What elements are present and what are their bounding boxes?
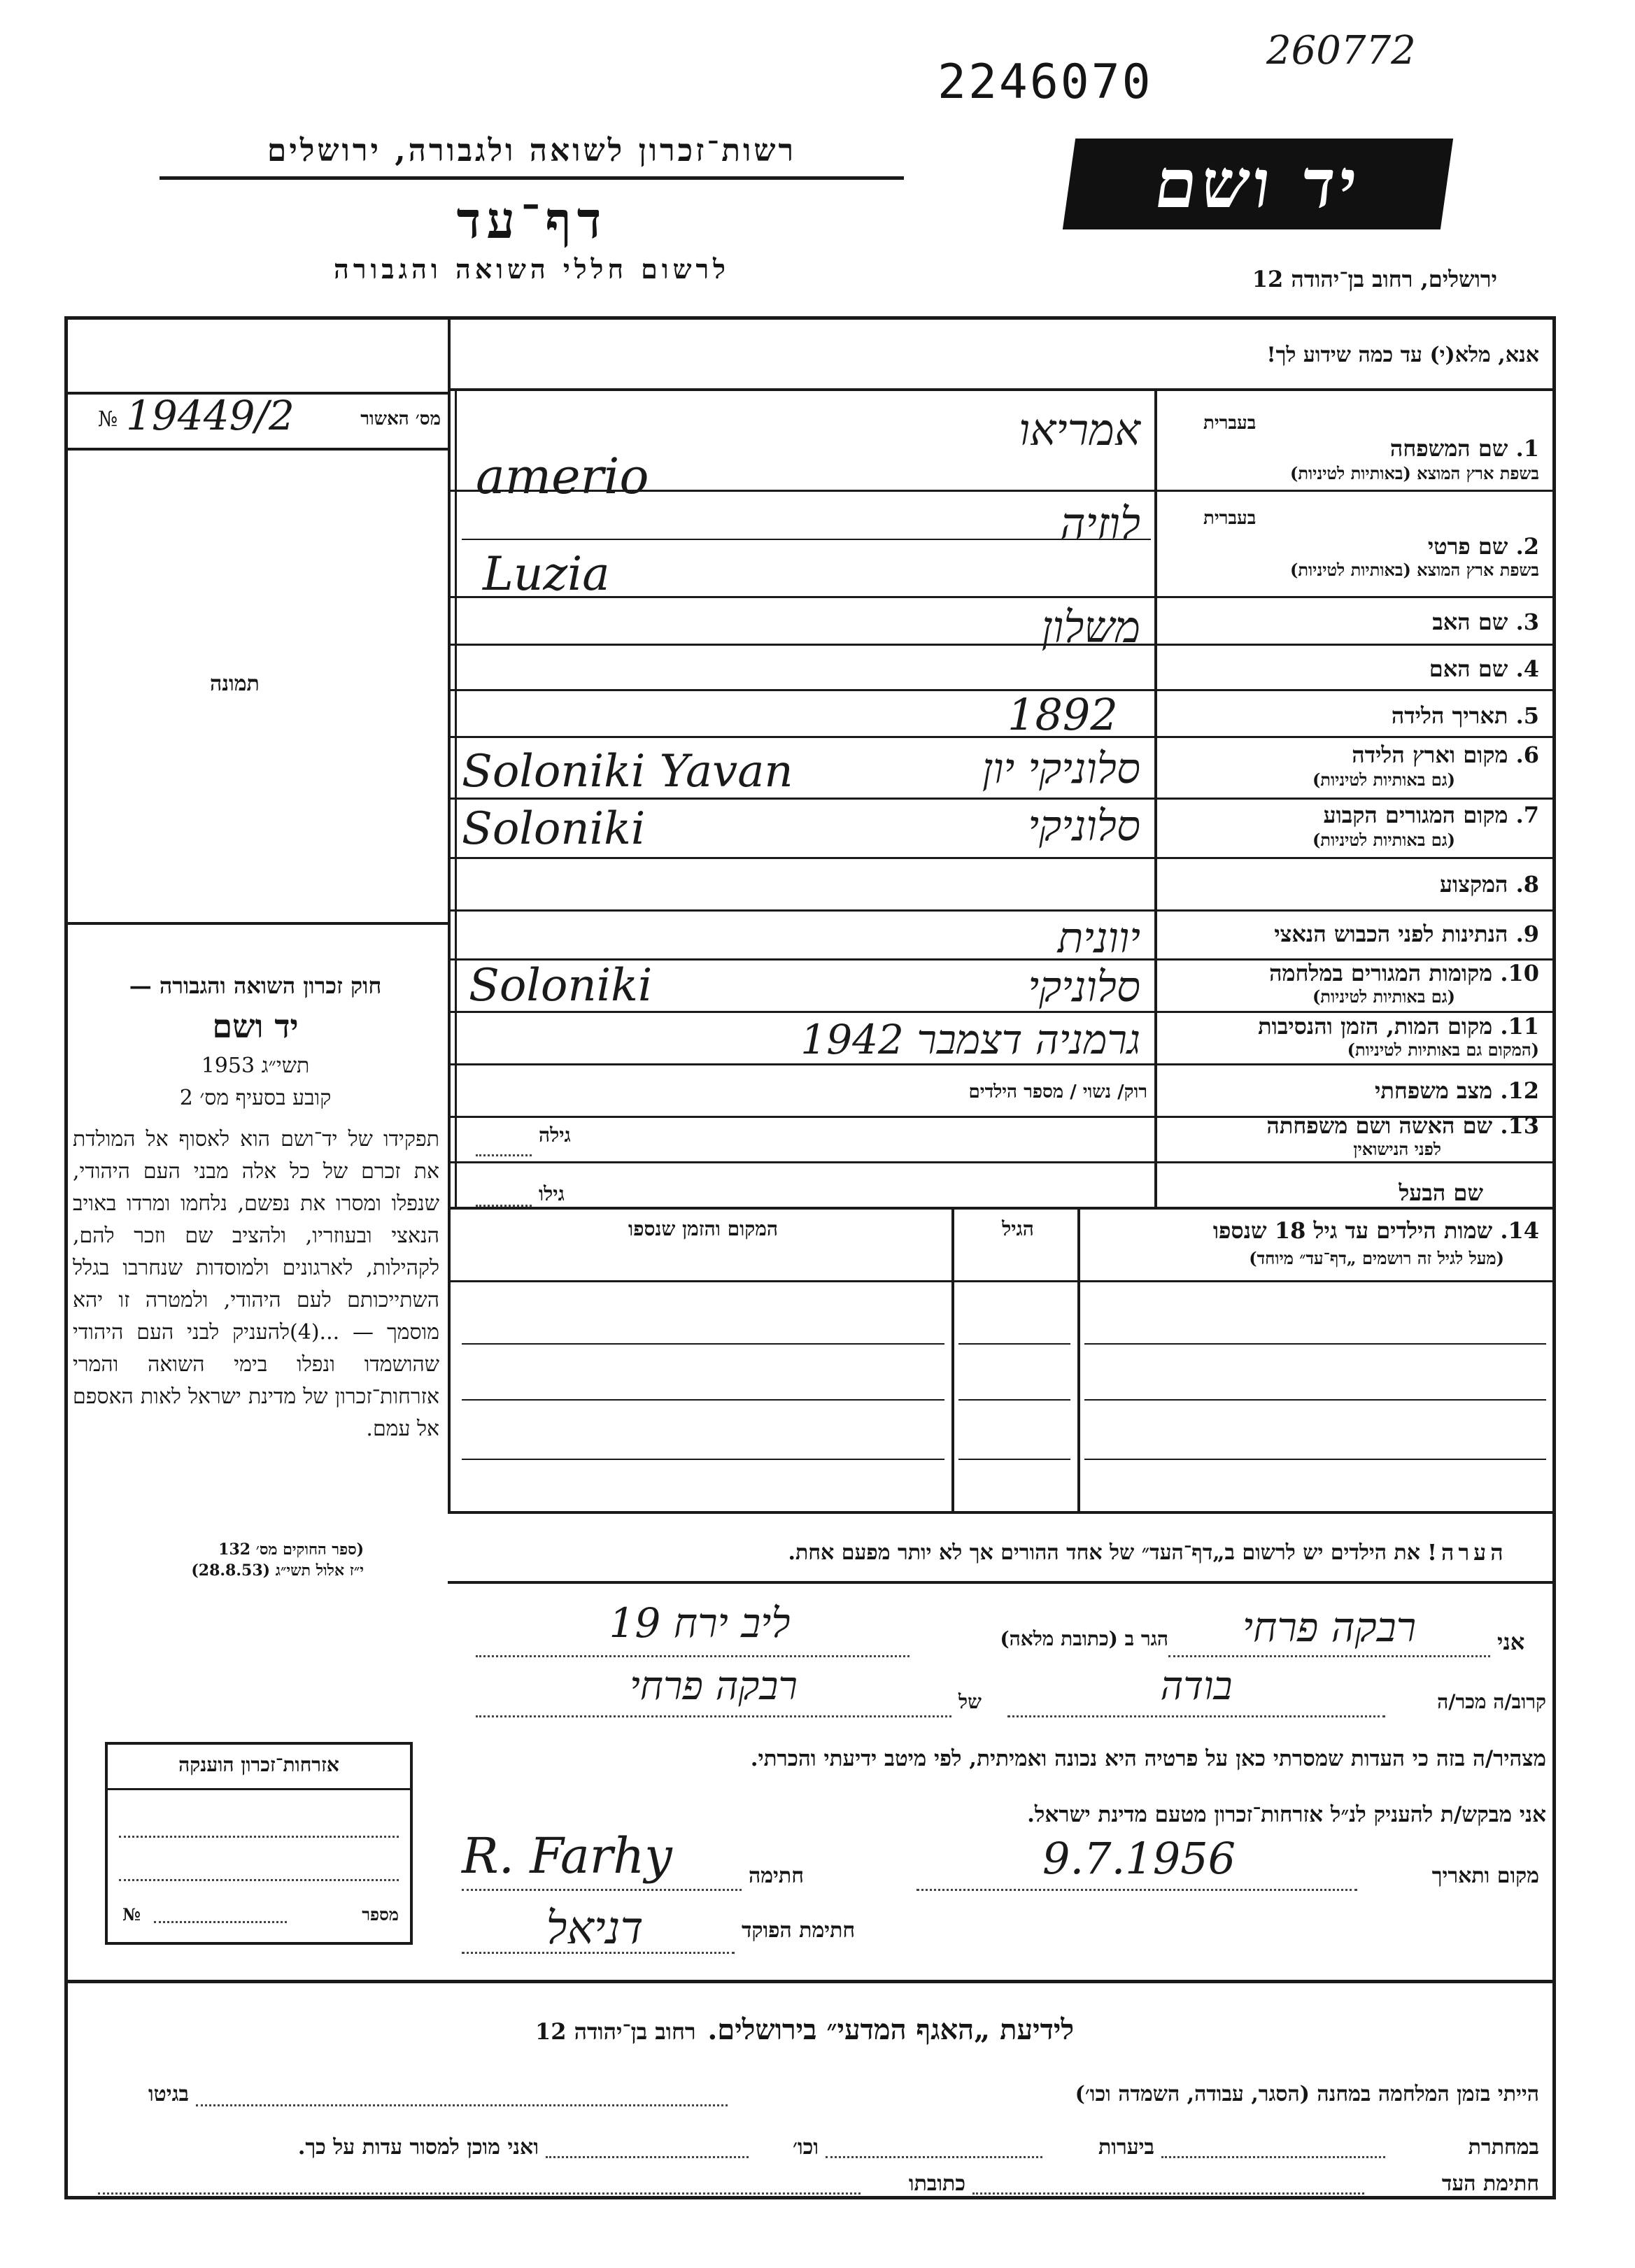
wartime-residence-latin: Soloniki [469,960,653,1012]
law-name: יד ושם [212,1007,299,1045]
authority-name: רשות־זכרון לשואה ולגבורה, ירושלים [267,133,797,169]
children-note: (מעל לגיל זה רושמים „דף־עד״ מיוחד) [1249,1248,1504,1268]
law-reference-2: י״ז אלול תשי״ג (28.8.53) [191,1561,364,1580]
field-7-label: 7. מקום המגורים הקבוע [1323,802,1539,828]
law-reference-1: (ספר החוקים מס׳ 132 [218,1540,364,1559]
field-7-sub: (גם באותיות לטיניות) [1312,830,1455,850]
remark-label: הערה! [1427,1539,1508,1566]
of-value: רבקה פרחי [630,1664,798,1709]
citizenship-box-title: אזרחות־זכרון הוענקה [178,1753,339,1776]
first-name-hebrew: לוזיה [1060,498,1140,549]
remark-text: את הילדים יש לרשום ב„דף־העד״ של אחד ההורים אך לא יותר מפעם אחת. [788,1540,1420,1565]
witness-address: ליב ירח 19 [609,1599,791,1647]
children-place-header: המקום והזמן שנספו [628,1217,778,1240]
field-2-label: 2. שם פרטי [1427,533,1539,560]
field-11-label: 11. מקום המות, הזמן והנסיבות [1258,1013,1539,1040]
field-12-label: 12. מצב משפחתי [1375,1077,1539,1104]
printed-serial-number: 2246070 [937,55,1153,110]
place-date-label: מקום ותאריך [1431,1864,1539,1888]
birthplace-hebrew: סלוניקי יון [982,744,1140,793]
photo-label: תמונה [210,672,260,696]
header-address: ירושלים, רחוב בן־יהודה 12 [1252,266,1497,292]
field-6-label: 6. מקום וארץ הלידה [1352,742,1539,768]
husband-name-label: שם הבעל [1399,1179,1483,1206]
wife-age-label: גילה [539,1124,571,1147]
hebrew-tag-1: בעברית [1203,413,1257,434]
field-8-label: 8. המקצוע [1439,871,1539,898]
footer-ready: ואני מוכן למסור עדות על כך. [297,2135,539,2160]
husband-age-label: גילו [539,1182,565,1205]
field-9-label: 9. הנתינות לפני הכבוש הנאצי [1274,921,1539,947]
signature-label: חתימה [749,1864,804,1888]
footer-witness-signature: חתימת העד [1441,2171,1539,2196]
field-11-sub: (המקום גם באותיות לטיניות) [1347,1040,1539,1060]
death-place-date: גרמניה דצמבר 1942 [800,1016,1140,1063]
footer-heading: לידיעת „האגף המדעי״ בירושלים. רחוב בן־יהודה 12 [535,2013,1075,2046]
approval-label: מס׳ האשור [360,409,441,430]
residence-hebrew: סלוניקי [1028,802,1140,851]
field-1-sub: בשפת ארץ המוצא (באותיות לטיניות) [1290,463,1539,483]
family-name-hebrew: אמריאו [1019,404,1140,455]
field-10-label: 10. מקומות המגורים במלחמה [1269,960,1539,986]
yad-vashem-logo: יד ושם [1063,139,1453,229]
law-year: תשי״ג 1953 [201,1054,310,1078]
of-label: של [958,1690,982,1713]
declaration-text: מצהיר/ה בזה כי העדות שמסרתי כאן על פרטיה היא נכונה ואמיתית, לפי מיטב ידיעתי והכרתי. [750,1746,1546,1771]
field-3-label: 3. שם האב [1432,609,1539,635]
form-title: דף־עד [456,190,607,250]
form-subtitle: לרשום חללי השואה והגבורה [334,253,730,285]
footer-camp-line: הייתי בזמן המלחמה במחנה (הסגר, עבודה, השמדה וכו׳) [1075,2082,1539,2106]
fill-in-plea: אנא, מלא(י) עד כמה שידוע לך! [1266,343,1539,367]
father-name: משלון [1041,602,1140,653]
relative-label: קרוב/ה מכר/ה [1437,1690,1546,1713]
field-1-label: 1. שם המשפחה [1389,435,1539,462]
footer-hiding: במחתרת [1468,2135,1539,2160]
law-text: תפקידו של יד־ושם הוא לאסוף אל המולדת את זכרם של כל אלה מבני העם היהודי, שנפלו ומסרו את נפשם, נלחמו ומרדו באויב הנאצי ובעוזריו, ולהציב שם וזכר להם, לקהילות, לארגונים ולמוסדות שנחרבו בגלל השתייכותם לעם היהודי, ולמטרה זו יהא מוסמך — ...(4)להעניק לבני העם היהודי שהושמדו ונפלו בימי השואה והמרי אזרחות־זכרון של מדינת ישראל לאות האספם אל עמם. [73,1127,439,1441]
law-clause: קובע בסעיף מס׳ 2 [179,1086,332,1110]
first-name-latin: Luzia [483,547,610,601]
law-title: חוק זכרון השואה והגבורה — [129,972,382,999]
field-4-label: 4. שם האם [1429,655,1539,682]
witness-ani: אני [1497,1629,1525,1655]
footer-forests: ביערות [1098,2135,1154,2160]
handwritten-serial-number: 260772 [1266,28,1416,73]
field-13-sub: לפני הנישואין [1353,1139,1441,1159]
witness-name: רבקה פרחי [1242,1603,1417,1651]
field-5-label: 5. תאריך הלידה [1391,702,1539,729]
citizenship-no-sign: № [122,1904,141,1925]
field-2-sub: בשפת ארץ המוצא (באותיות לטיניות) [1290,560,1539,580]
witness-resides-label: הגר ב (כתובת מלאה) [1000,1627,1168,1650]
marital-status-options: רוק/ נשוי / מספר הילדים [968,1082,1147,1103]
relation-value: בודה [1160,1664,1233,1709]
children-age-header: הגיל [1002,1217,1034,1240]
citizenship-number-label: מספר [362,1904,399,1925]
footer-address-label: כתובתו [908,2171,965,2196]
family-name-latin: amerio [476,448,649,505]
field-13-label: 13. שם האשה ושם משפחתה [1266,1112,1539,1139]
field-10-sub: (גם באותיות לטיניות) [1312,986,1455,1007]
birth-date: 1892 [1007,689,1118,740]
officer-signature-label: חתימת הפוקד [742,1918,856,1943]
residence-latin: Soloniki [462,803,646,855]
nationality: יוונית [1057,914,1140,963]
approval-number: 19449/2 [126,392,295,439]
officer-signature: דניאל [546,1903,644,1955]
approval-no-sign: № [98,407,118,432]
wartime-residence-hebrew: סלוניקי [1028,963,1140,1012]
request-text: אני מבקש/ת להעניק לנ״ל אזרחות־זכרון מטעם מדינת ישראל. [1027,1802,1546,1827]
declaration-date: 9.7.1956 [1042,1833,1236,1884]
birthplace-latin: Soloniki Yavan [462,746,793,798]
children-title: 14. שמות הילדים עד גיל 18 שנספו [1212,1217,1539,1244]
footer-etc: וכו׳ [793,2135,819,2160]
hebrew-tag-2: בעברית [1203,508,1257,529]
field-6-sub: (גם באותיות לטיניות) [1312,770,1455,790]
witness-signature: R. Farhy [462,1827,672,1885]
footer-ghetto: בגיטו [148,2082,189,2106]
